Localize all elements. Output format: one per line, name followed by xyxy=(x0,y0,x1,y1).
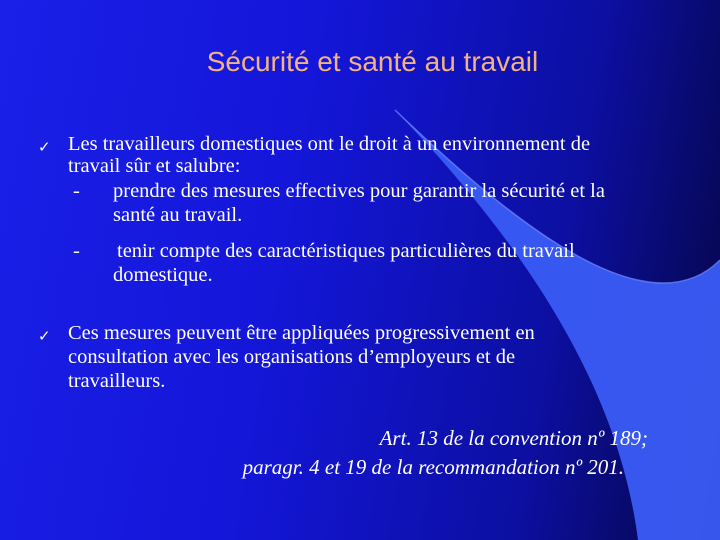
reference-line1: Art. 13 de la convention nº 189; xyxy=(379,426,648,450)
bullet1-line1: Les travailleurs domestiques ont le droit à un environnement de xyxy=(68,133,591,155)
slide-title: Sécurité et santé au travail xyxy=(206,46,539,77)
bullet2-line1: Ces mesures peuvent être appliquées progressivement en xyxy=(68,322,535,344)
sub1-line2: santé au travail. xyxy=(113,204,243,226)
sub2-line1: tenir compte des caractéristiques particulières du travail xyxy=(117,240,575,262)
check-mark-icon: ✓ xyxy=(38,138,51,156)
bullet2-line3: travailleurs. xyxy=(68,370,166,392)
bullet1-line2: travail sûr et salubre: xyxy=(68,155,241,177)
sub1-line1: prendre des mesures effectives pour garantir la sécurité et la xyxy=(113,180,605,202)
sub-bullet-dash: - xyxy=(73,180,80,202)
sub-bullet-dash: - xyxy=(73,240,80,262)
bullet2-line2: consultation avec les organisations d’employeurs et de xyxy=(68,346,516,368)
sub2-line2: domestique. xyxy=(113,264,213,286)
check-mark-icon: ✓ xyxy=(38,327,51,345)
reference-line2: paragr. 4 et 19 de la recommandation nº 201. xyxy=(242,455,624,479)
